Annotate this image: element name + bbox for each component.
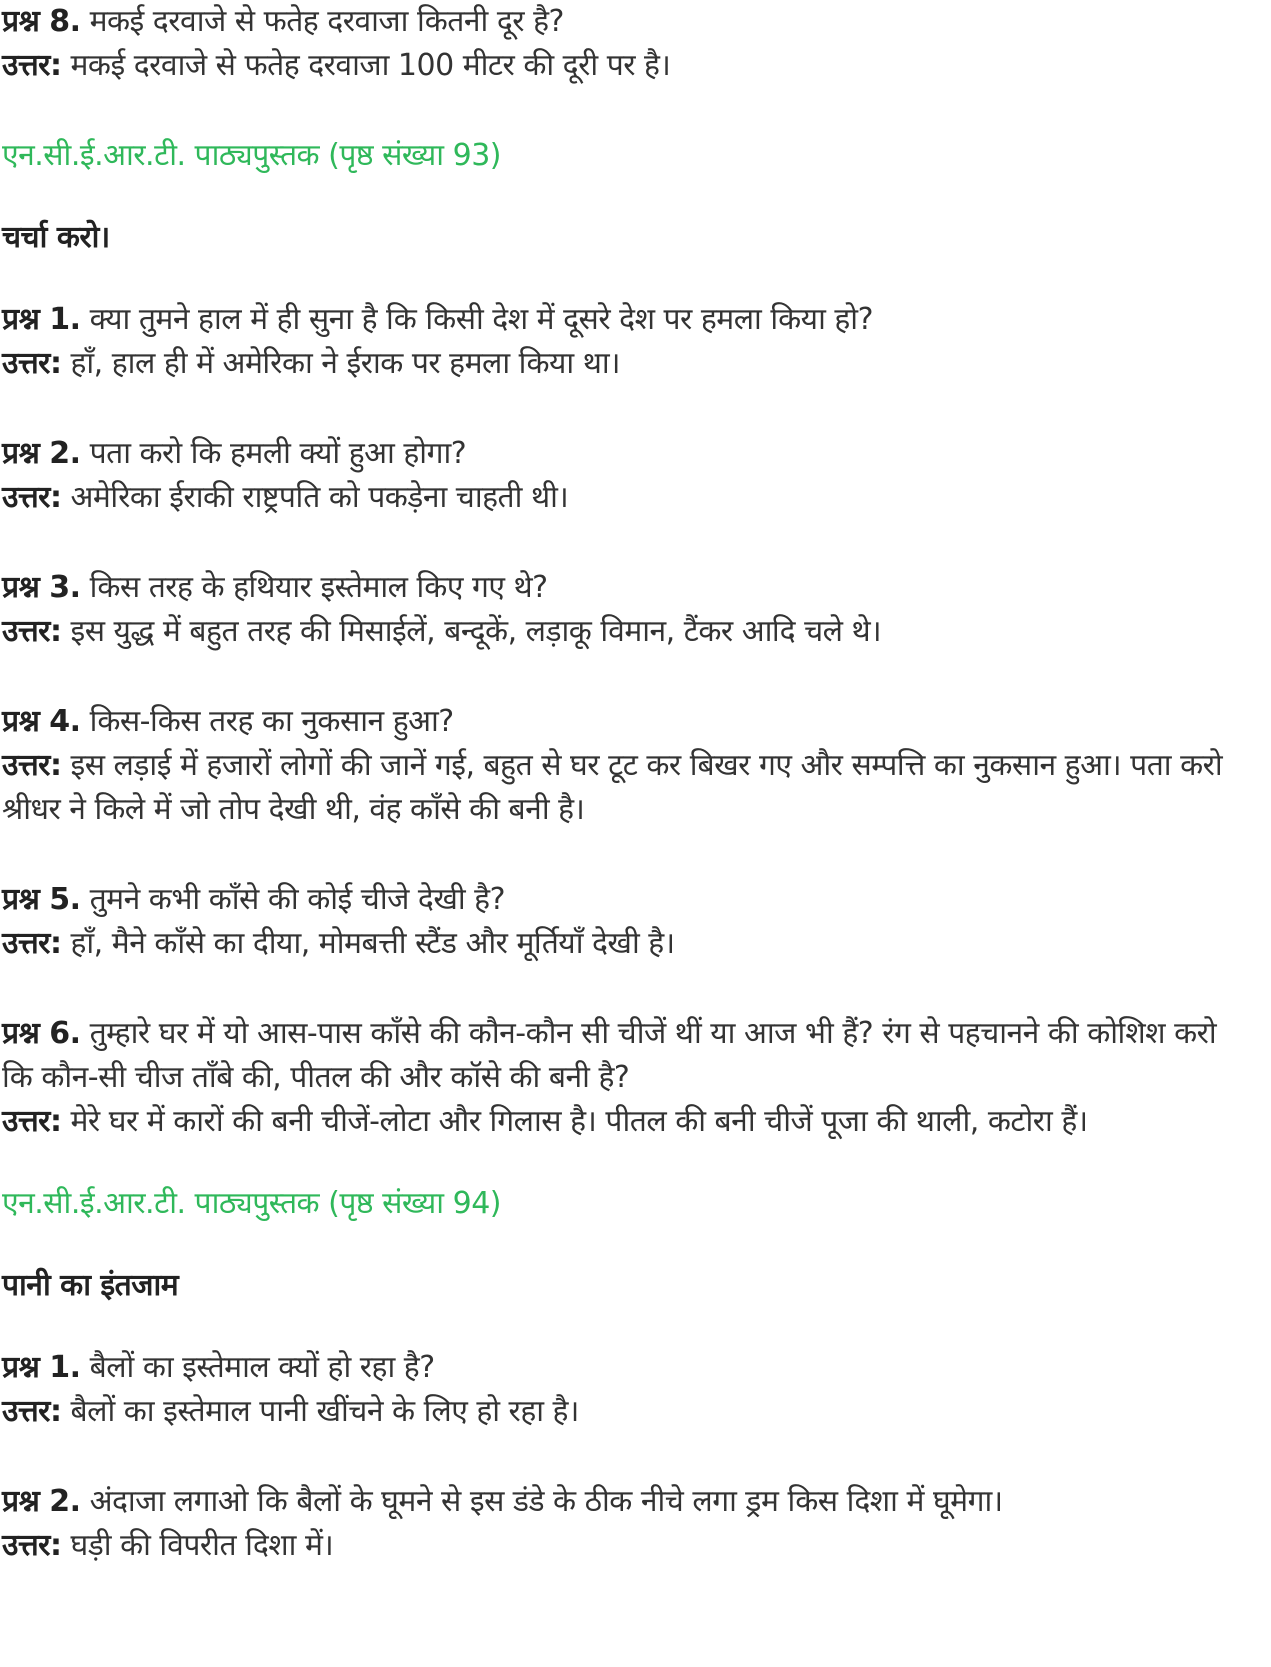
section-subheading-water: पानी का इंतजाम <box>2 1268 179 1303</box>
question-label: प्रश्न 1. <box>2 1350 81 1385</box>
answer-text: अमेरिका ईराकी राष्ट्रपति को पकड़ेना चाहती थी। <box>70 480 569 515</box>
answer-text: मेरे घर में कारों की बनी चीजें-लोटा और गिलास है। पीतल की बनी चीजें पूजा की थाली, कटोरा हैं। <box>70 1104 1088 1139</box>
question-label: प्रश्न 1. <box>2 302 81 337</box>
question-text: किस तरह के हथियार इस्तेमाल किए गए थे? <box>89 570 548 605</box>
question-text: मकई दरवाजे से फतेह दरवाजा कितनी दूर है? <box>89 4 564 39</box>
answer-label: उत्तर: <box>2 1104 62 1139</box>
answer-line <box>2 1100 1251 1144</box>
answer-text: मकई दरवाजे से फतेह दरवाजा 100 मीटर की दूरी पर है। <box>70 48 671 83</box>
question-line <box>2 878 1251 922</box>
answer-label: उत्तर: <box>2 614 62 649</box>
question-line <box>2 1480 1251 1524</box>
question-text: किस-किस तरह का नुकसान हुआ? <box>89 704 454 739</box>
qa-block <box>2 432 1251 520</box>
answer-line <box>2 744 1251 832</box>
answer-line <box>2 610 1251 654</box>
answer-text: हाँ, मैने काँसे का दीया, मोमबत्ती स्टैंड और मूर्तियाँ देखी है। <box>70 926 675 961</box>
section-heading-93: एन.सी.ई.आर.टी. पाठ्यपुस्तक (पृष्ठ संख्या 93) <box>2 138 501 173</box>
answer-text: इस युद्ध में बहुत तरह की मिसाईलें, बन्दूकें, लड़ाकू विमान, टैंकर आदि चले थे। <box>70 614 882 649</box>
answer-label: उत्तर: <box>2 1528 62 1563</box>
question-label: प्रश्न 8. <box>2 4 81 39</box>
answer-label: उत्तर: <box>2 48 62 83</box>
question-label: प्रश्न 4. <box>2 704 81 739</box>
answer-text: बैलों का इस्तेमाल पानी खींचने के लिए हो रहा है। <box>70 1394 579 1429</box>
answer-text: हाँ, हाल ही में अमेरिका ने ईराक पर हमला किया था। <box>70 346 621 381</box>
qa-block <box>2 700 1251 832</box>
question-label: प्रश्न 6. <box>2 1016 81 1051</box>
question-label: प्रश्न 2. <box>2 1484 81 1519</box>
question-line <box>2 700 1251 744</box>
answer-text: घड़ी की विपरीत दिशा में। <box>70 1528 334 1563</box>
question-line <box>2 432 1251 476</box>
qa-block <box>2 1012 1251 1144</box>
answer-text: इस लड़ाई में हजारों लोगों की जानें गई, बहुत से घर टूट कर बिखर गए और सम्पत्ति का नुकसान हुआ। पता करो श्रीधर ने किले में जो तोप देखी थी, वंह काँसे की बनी है। <box>2 748 1223 827</box>
answer-label: उत्तर: <box>2 748 62 783</box>
section-heading-94: एन.सी.ई.आर.टी. पाठ्यपुस्तक (पृष्ठ संख्या 94) <box>2 1186 501 1221</box>
answer-line <box>2 44 1251 88</box>
question-text: पता करो कि हमली क्यों हुआ होगा? <box>89 436 467 471</box>
qa-block <box>2 1480 1251 1568</box>
question-text: अंदाजा लगाओ कि बैलों के घूमने से इस डंडे के ठीक नीचे लगा ड्रम किस दिशा में घूमेगा। <box>89 1484 1003 1519</box>
answer-line <box>2 1524 1251 1568</box>
qa-block <box>2 1346 1251 1434</box>
qa-block <box>2 298 1251 386</box>
qa-block <box>2 566 1251 654</box>
answer-line <box>2 342 1251 386</box>
answer-line <box>2 922 1251 966</box>
question-label: प्रश्न 5. <box>2 882 81 917</box>
question-text: क्या तुमने हाल में ही सुना है कि किसी देश में दूसरे देश पर हमला किया हो? <box>89 302 874 337</box>
question-label: प्रश्न 3. <box>2 570 81 605</box>
question-line <box>2 298 1251 342</box>
qa-block-8 <box>2 0 1251 88</box>
answer-line <box>2 1390 1251 1434</box>
question-line <box>2 1346 1251 1390</box>
answer-line <box>2 476 1251 520</box>
question-line <box>2 0 1251 44</box>
question-line <box>2 566 1251 610</box>
section-subheading-discuss: चर्चा करो। <box>2 220 110 255</box>
question-label: प्रश्न 2. <box>2 436 81 471</box>
answer-label: उत्तर: <box>2 346 62 381</box>
question-text: बैलों का इस्तेमाल क्यों हो रहा है? <box>89 1350 435 1385</box>
question-text: तुमने कभी काँसे की कोई चीजे देखी है? <box>89 882 506 917</box>
question-line <box>2 1012 1251 1100</box>
answer-label: उत्तर: <box>2 480 62 515</box>
question-text: तुम्हारे घर में यो आस-पास काँसे की कौन-कौन सी चीजें थीं या आज भी हैं? रंग से पहचानने की कोशिश करो कि कौन-सी चीज ताँबे की, पीतल की और कॉसे की बनी है? <box>2 1016 1217 1095</box>
qa-block <box>2 878 1251 966</box>
answer-label: उत्तर: <box>2 926 62 961</box>
answer-label: उत्तर: <box>2 1394 62 1429</box>
